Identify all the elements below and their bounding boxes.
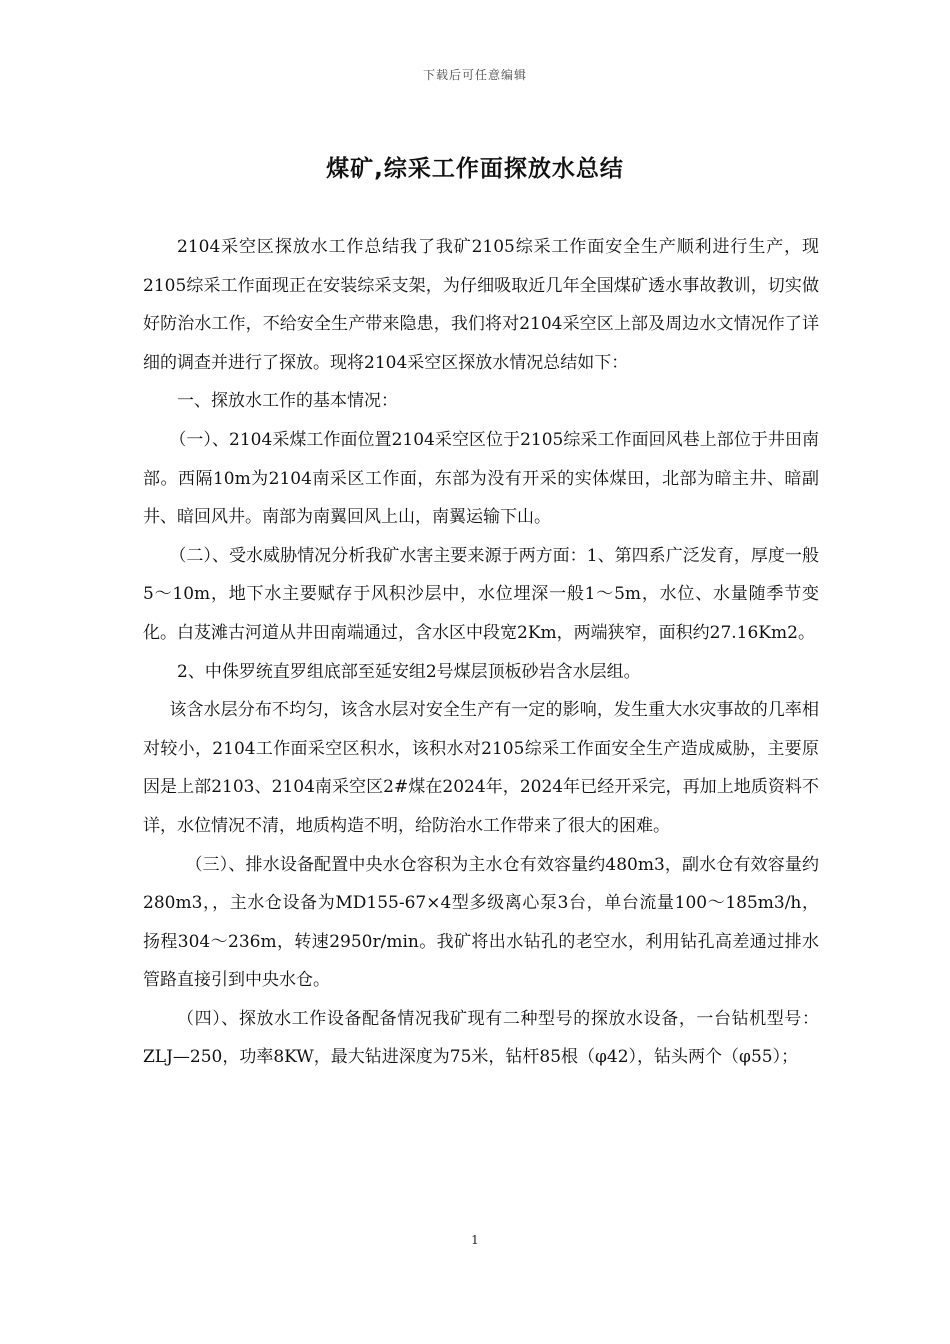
- page-number: 1: [471, 1233, 479, 1247]
- paragraph-location: （一）、2104采煤工作面位置2104采空区位于2105综采工作面回风巷上部位于井田南部。西隔10m为2104南采区工作面，东部为没有开采的实体煤田，北部为暗主井、暗副井、暗回风井。南部为南翼回风上山，南翼运输下山。: [143, 429, 819, 528]
- paragraph-section-heading: 一、探放水工作的基本情况：: [177, 391, 398, 412]
- document-body: [143, 228, 819, 1077]
- paragraph-aquifer: 2、中侏罗统直罗组底部至延安组2号煤层顶板砂岩含水层组。: [177, 661, 641, 682]
- paragraph-water-threat: （二）、受水威胁情况分析我矿水害主要来源于两方面：1、第四系广泛发育，厚度一般5～10m，地下水主要赋存于风积沙层中，水位埋深一般1～5m，水位、水量随季节变化。白芨滩古河道从井田南端通过，含水区中段宽2Km，两端狭窄，面积约27.16Km2。: [143, 545, 819, 643]
- document-title: 煤矿,综采工作面探放水总结: [326, 156, 624, 182]
- paragraph-drainage: （三）、排水设备配置中央水仓容积为主水仓有效容量约480m3，副水仓有效容量约280m3，，主水仓设备为MD155-67×4型多级离心泵3台，单台流量100～185m3/h，扬程304～236m，转速2950r/min。我矿将出水钻孔的老空水，利用钻孔高差通过排水管路直接引到中央水仓。: [143, 854, 819, 991]
- paragraph-equipment: （四）、探放水工作设备配备情况我矿现有二种型号的探放水设备，一台钻机型号：ZLJ—250，功率8KW，最大钻进深度为75米，钻杆85根（φ42），钻头两个（φ55）；: [143, 1008, 819, 1068]
- paragraph-intro: 2104采空区探放水工作总结我了我矿2105综采工作面安全生产顺利进行生产，现2105综采工作面现正在安装综采支架，为仔细吸取近几年全国煤矿透水事故教训，切实做好防治水工作，不给安全生产带来隐患，我们将对2104采空区上部及周边水文情况作了详细的调查并进行了探放。现将2104采空区探放水情况总结如下：: [143, 237, 819, 373]
- paragraph-aquifer-impact: 该含水层分布不均匀，该含水层对安全生产有一定的影响，发生重大水灾事故的几率相对较小，2104工作面采空区积水，该积水对2105综采工作面安全生产造成威胁，主要原因是上部2103、2104南采空区2#煤在2024年，2024年已经开采完，再加上地质资料不详，水位情况不清，地质构造不明，给防治水工作带来了很大的困难。: [143, 700, 819, 836]
- header-note: 下载后可任意编辑: [422, 68, 527, 82]
